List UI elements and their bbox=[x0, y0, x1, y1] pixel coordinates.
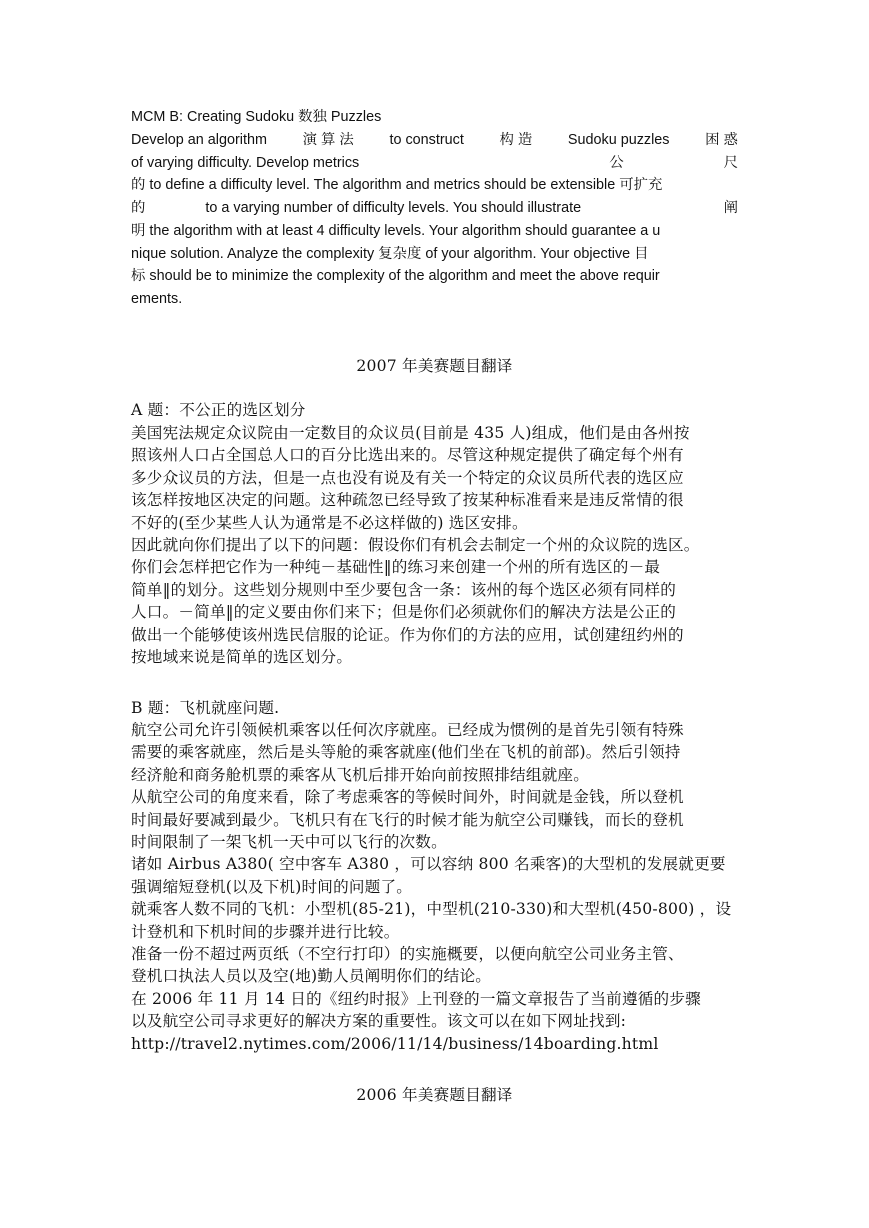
paragraph-line: 登机口执法人员以及空(地)勤人员阐明你们的结论。 bbox=[131, 967, 492, 986]
heading-2007: 2007 年美赛题目翻译 bbox=[356, 357, 513, 375]
paragraph-line: 你们会怎样把它作为一种纯－基础性‖的练习来创建一个州的所有选区的－最 bbox=[131, 558, 661, 577]
mcm-b-row-4: 的 to define a difficulty level. The algorithm and metrics should be extensible 可扩充 bbox=[131, 177, 663, 193]
text-segment: Develop an algorithm bbox=[131, 132, 267, 148]
text-segment: Sudoku puzzles bbox=[567, 132, 670, 148]
text-segment: 困 惑 bbox=[705, 132, 738, 148]
mcm-b-row-8: 标 should be to minimize the complexity of the algorithm and meet the above requir bbox=[131, 268, 660, 284]
paragraph-line: 该怎样按地区决定的问题。这种疏忽已经导致了按某种标准看来是违反常情的很 bbox=[131, 491, 684, 510]
paragraph-line: 以及航空公司寻求更好的解决方案的重要性。该文可以在如下网址找到: bbox=[131, 1012, 627, 1031]
paragraph-line: 从航空公司的角度来看，除了考虑乘客的等候时间外，时间就是金钱，所以登机 bbox=[131, 788, 684, 807]
paragraph-line: 简单‖的划分。这些划分规则中至少要包含一条：该州的每个选区必须有同样的 bbox=[131, 580, 676, 599]
mcm-b-title: MCM B: Creating Sudoku 数独 Puzzles bbox=[131, 109, 382, 125]
paragraph-line: 强调缩短登机(以及下机)时间的问题了。 bbox=[131, 877, 413, 896]
mcm-b-row-7: nique solution. Analyze the complexity 复杂度 of your algorithm. Your objective 目 bbox=[131, 246, 649, 262]
text-segment: 的 bbox=[131, 200, 146, 216]
paragraph-line: 时间限制了一架飞机一天中可以飞行的次数。 bbox=[131, 833, 447, 851]
heading-2006: 2006 年美赛题目翻译 bbox=[356, 1086, 513, 1104]
paragraph-line: 经济舱和商务舱机票的乘客从飞机后排开始向前按照排结组就座。 bbox=[131, 765, 590, 784]
paragraph-line: 因此就向你们提出了以下的问题：假设你们有机会去制定一个州的众议院的选区。 bbox=[131, 536, 700, 554]
paragraph-line: 照该州人口占全国总人口的百分比选出来的。尽管这种规定提供了确定每个州有 bbox=[131, 446, 684, 465]
mcm-b-row-9: ements. bbox=[131, 291, 183, 307]
text-segment: 公 bbox=[609, 155, 624, 171]
problem-b-title: B 题：飞机就座问题. bbox=[131, 699, 280, 717]
text-segment: to a varying number of difficulty levels. You should illustrate bbox=[205, 200, 582, 216]
problem-a-title: A 题：不公正的选区划分 bbox=[131, 401, 306, 419]
text-segment: 构 造 bbox=[499, 132, 533, 148]
paragraph-line: 计登机和下机时间的步骤并进行比较。 bbox=[131, 922, 400, 941]
paragraph-line: 不好的(至少某些人认为通常是不必这样做的) 选区安排。 bbox=[131, 513, 528, 532]
paragraph-line: 做出一个能够使该州选民信服的论证。作为你们的方法的应用，试创建纽约州的 bbox=[131, 625, 684, 644]
paragraph-line: http://travel2.nytimes.com/2006/11/14/business/14boarding.html bbox=[131, 1034, 659, 1053]
paragraph-line: 在 2006 年 11 月 14 日的《纽约时报》上刊登的一篇文章报告了当前遵循的步骤 bbox=[131, 989, 701, 1008]
paragraph-line: 多少众议员的方法，但是一点也没有说及有关一个特定的众议员所代表的选区应 bbox=[131, 468, 684, 487]
mcm-b-row-5 bbox=[131, 197, 738, 219]
paragraph-line: 需要的乘客就座，然后是头等舱的乘客就座(他们坐在飞机的前部)。然后引领持 bbox=[131, 743, 681, 762]
paragraph-line: 人口。－简单‖的定义要由你们来下；但是你们必须就你们的解决方法是公正的 bbox=[131, 603, 676, 622]
paragraph-line: 诸如 Airbus A380( 空中客车 A380 ，可以容纳 800 名乘客)的大型机的发展就更要 bbox=[131, 855, 726, 874]
text-segment: to construct bbox=[389, 132, 464, 148]
mcm-b-row-2 bbox=[131, 129, 738, 151]
paragraph-line: 时间最好要减到最少。飞机只有在飞行的时候才能为航空公司赚钱，而长的登机 bbox=[131, 810, 684, 829]
mcm-b-row-3 bbox=[131, 152, 738, 174]
paragraph-line: 按地域来说是简单的选区划分。 bbox=[131, 648, 353, 666]
text-segment: 演 算 法 bbox=[302, 132, 354, 148]
text-segment: 阐 bbox=[723, 200, 738, 216]
text-segment: 尺 bbox=[723, 155, 738, 171]
mcm-b-row-6: 明 the algorithm with at least 4 difficulty levels. Your algorithm should guarantee a u bbox=[131, 223, 661, 239]
text-segment: of varying difficulty. Develop metrics bbox=[131, 155, 360, 171]
paragraph-line: 就乘客人数不同的飞机：小型机(85-21)，中型机(210-330)和大型机(450-800) ，设 bbox=[131, 900, 732, 919]
paragraph-line: 准备一份不超过两页纸（不空行打印）的实施概要，以便向航空公司业务主管、 bbox=[131, 945, 684, 963]
paragraph-line: 美国宪法规定众议院由一定数目的众议员(目前是 435 人)组成，他们是由各州按 bbox=[131, 424, 690, 442]
paragraph-line: 航空公司允许引领候机乘客以任何次序就座。已经成为惯例的是首先引领有特殊 bbox=[131, 721, 684, 739]
